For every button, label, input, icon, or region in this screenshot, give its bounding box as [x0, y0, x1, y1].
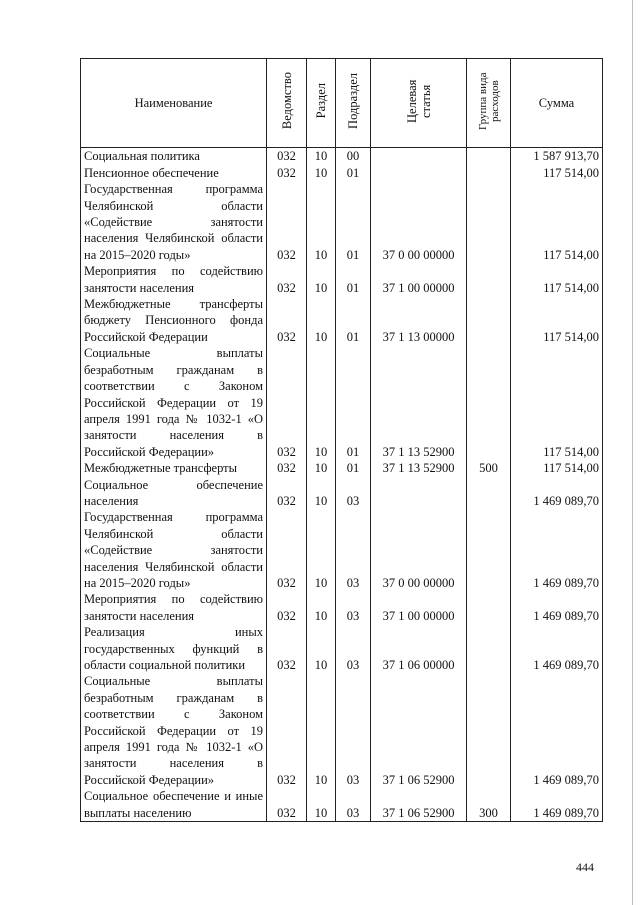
cell-amount: 1 469 089,70	[511, 477, 603, 510]
cell-expense-group: 500	[467, 460, 511, 476]
cell-section: 10	[307, 460, 336, 476]
cell-subsection: 03	[336, 591, 371, 624]
cell-target-article: 37 1 06 52900	[371, 788, 467, 821]
cell-target-article: 37 1 00 00000	[371, 263, 467, 296]
cell-target-article	[371, 477, 467, 510]
cell-department: 032	[267, 165, 307, 181]
table-row	[81, 591, 603, 624]
cell-section: 10	[307, 296, 336, 345]
cell-amount: 117 514,00	[511, 263, 603, 296]
cell-expense-group	[467, 148, 511, 165]
cell-name: Социальные выплаты безработным гражданам в соответствии с Законом Российской Федерации от 19 апреля 1991 года № 1032-1 «О занятости населения в Российской Федерации»	[81, 673, 267, 788]
cell-amount: 117 514,00	[511, 296, 603, 345]
header-expense-group: Группа вида расходов	[467, 59, 511, 148]
cell-name: Социальное обеспечение и иные выплаты населению	[81, 788, 267, 821]
cell-section: 10	[307, 345, 336, 460]
cell-subsection: 03	[336, 788, 371, 821]
cell-subsection: 01	[336, 345, 371, 460]
cell-section: 10	[307, 477, 336, 510]
cell-amount: 117 514,00	[511, 165, 603, 181]
cell-department: 032	[267, 148, 307, 165]
cell-target-article: 37 1 13 52900	[371, 460, 467, 476]
cell-department: 032	[267, 296, 307, 345]
cell-department: 032	[267, 591, 307, 624]
cell-expense-group	[467, 181, 511, 263]
cell-target-article: 37 0 00 00000	[371, 509, 467, 591]
cell-target-article: 37 0 00 00000	[371, 181, 467, 263]
header-section: Раздел	[307, 59, 336, 148]
header-amount: Сумма	[511, 59, 603, 148]
cell-section: 10	[307, 181, 336, 263]
cell-subsection: 01	[336, 460, 371, 476]
cell-name: Социальные выплаты безработным гражданам в соответствии с Законом Российской Федерации от 19 апреля 1991 года № 1032-1 «О занятости населения в Российской Федерации»	[81, 345, 267, 460]
page-number: 444	[576, 860, 594, 874]
cell-expense-group	[467, 624, 511, 673]
cell-amount: 117 514,00	[511, 181, 603, 263]
cell-department: 032	[267, 181, 307, 263]
cell-department: 032	[267, 624, 307, 673]
cell-name: Государственная программа Челябинской области «Содействие занятости населения Челябинской области на 2015–2020 годы»	[81, 509, 267, 591]
cell-expense-group	[467, 345, 511, 460]
table-row	[81, 148, 603, 165]
page-edge	[632, 0, 633, 905]
cell-subsection: 01	[336, 296, 371, 345]
cell-amount: 1 469 089,70	[511, 591, 603, 624]
table-row	[81, 788, 603, 821]
cell-name: Пенсионное обеспечение	[81, 165, 267, 181]
cell-department: 032	[267, 477, 307, 510]
header-department: Ведомство	[267, 59, 307, 148]
cell-expense-group	[467, 477, 511, 510]
cell-target-article	[371, 148, 467, 165]
cell-amount: 117 514,00	[511, 460, 603, 476]
cell-section: 10	[307, 263, 336, 296]
table-row	[81, 263, 603, 296]
table-row	[81, 181, 603, 263]
cell-amount: 1 469 089,70	[511, 509, 603, 591]
cell-amount: 1 469 089,70	[511, 788, 603, 821]
cell-section: 10	[307, 591, 336, 624]
header-name: Наименование	[81, 59, 267, 148]
cell-name: Социальная политика	[81, 148, 267, 165]
cell-subsection: 00	[336, 148, 371, 165]
cell-expense-group	[467, 165, 511, 181]
cell-department: 032	[267, 460, 307, 476]
cell-amount: 1 469 089,70	[511, 624, 603, 673]
cell-amount: 1 469 089,70	[511, 673, 603, 788]
cell-name: Социальное обеспечение населения	[81, 477, 267, 510]
cell-subsection: 01	[336, 263, 371, 296]
table-row	[81, 345, 603, 460]
table-row	[81, 296, 603, 345]
cell-name: Мероприятия по содействию занятости населения	[81, 591, 267, 624]
cell-target-article: 37 1 06 00000	[371, 624, 467, 673]
table-row	[81, 673, 603, 788]
cell-name: Межбюджетные трансферты бюджету Пенсионного фонда Российской Федерации	[81, 296, 267, 345]
header-target-article: Целевая статья	[371, 59, 467, 148]
cell-name: Реализация иных государственных функций в области социальной политики	[81, 624, 267, 673]
cell-name: Мероприятия по содействию занятости населения	[81, 263, 267, 296]
cell-subsection: 01	[336, 165, 371, 181]
cell-target-article	[371, 165, 467, 181]
cell-section: 10	[307, 673, 336, 788]
cell-name: Государственная программа Челябинской области «Содействие занятости населения Челябинской области на 2015–2020 годы»	[81, 181, 267, 263]
table-row	[81, 509, 603, 591]
cell-department: 032	[267, 673, 307, 788]
table-row	[81, 624, 603, 673]
cell-expense-group	[467, 263, 511, 296]
cell-section: 10	[307, 788, 336, 821]
header-subsection: Подраздел	[336, 59, 371, 148]
table-row	[81, 165, 603, 181]
cell-amount: 117 514,00	[511, 345, 603, 460]
budget-table	[80, 58, 603, 822]
cell-target-article: 37 1 00 00000	[371, 591, 467, 624]
cell-section: 10	[307, 624, 336, 673]
cell-amount: 1 587 913,70	[511, 148, 603, 165]
cell-expense-group	[467, 591, 511, 624]
cell-department: 032	[267, 345, 307, 460]
cell-subsection: 03	[336, 624, 371, 673]
cell-target-article: 37 1 13 00000	[371, 296, 467, 345]
cell-expense-group	[467, 673, 511, 788]
cell-section: 10	[307, 165, 336, 181]
cell-subsection: 01	[336, 181, 371, 263]
table-row	[81, 460, 603, 476]
cell-subsection: 03	[336, 509, 371, 591]
cell-subsection: 03	[336, 477, 371, 510]
cell-department: 032	[267, 509, 307, 591]
cell-department: 032	[267, 788, 307, 821]
cell-section: 10	[307, 148, 336, 165]
table-header-row	[81, 59, 603, 148]
cell-expense-group	[467, 509, 511, 591]
cell-section: 10	[307, 509, 336, 591]
cell-target-article: 37 1 06 52900	[371, 673, 467, 788]
cell-name: Межбюджетные трансферты	[81, 460, 267, 476]
cell-subsection: 03	[336, 673, 371, 788]
cell-department: 032	[267, 263, 307, 296]
cell-target-article: 37 1 13 52900	[371, 345, 467, 460]
cell-expense-group: 300	[467, 788, 511, 821]
table-row	[81, 477, 603, 510]
cell-expense-group	[467, 296, 511, 345]
